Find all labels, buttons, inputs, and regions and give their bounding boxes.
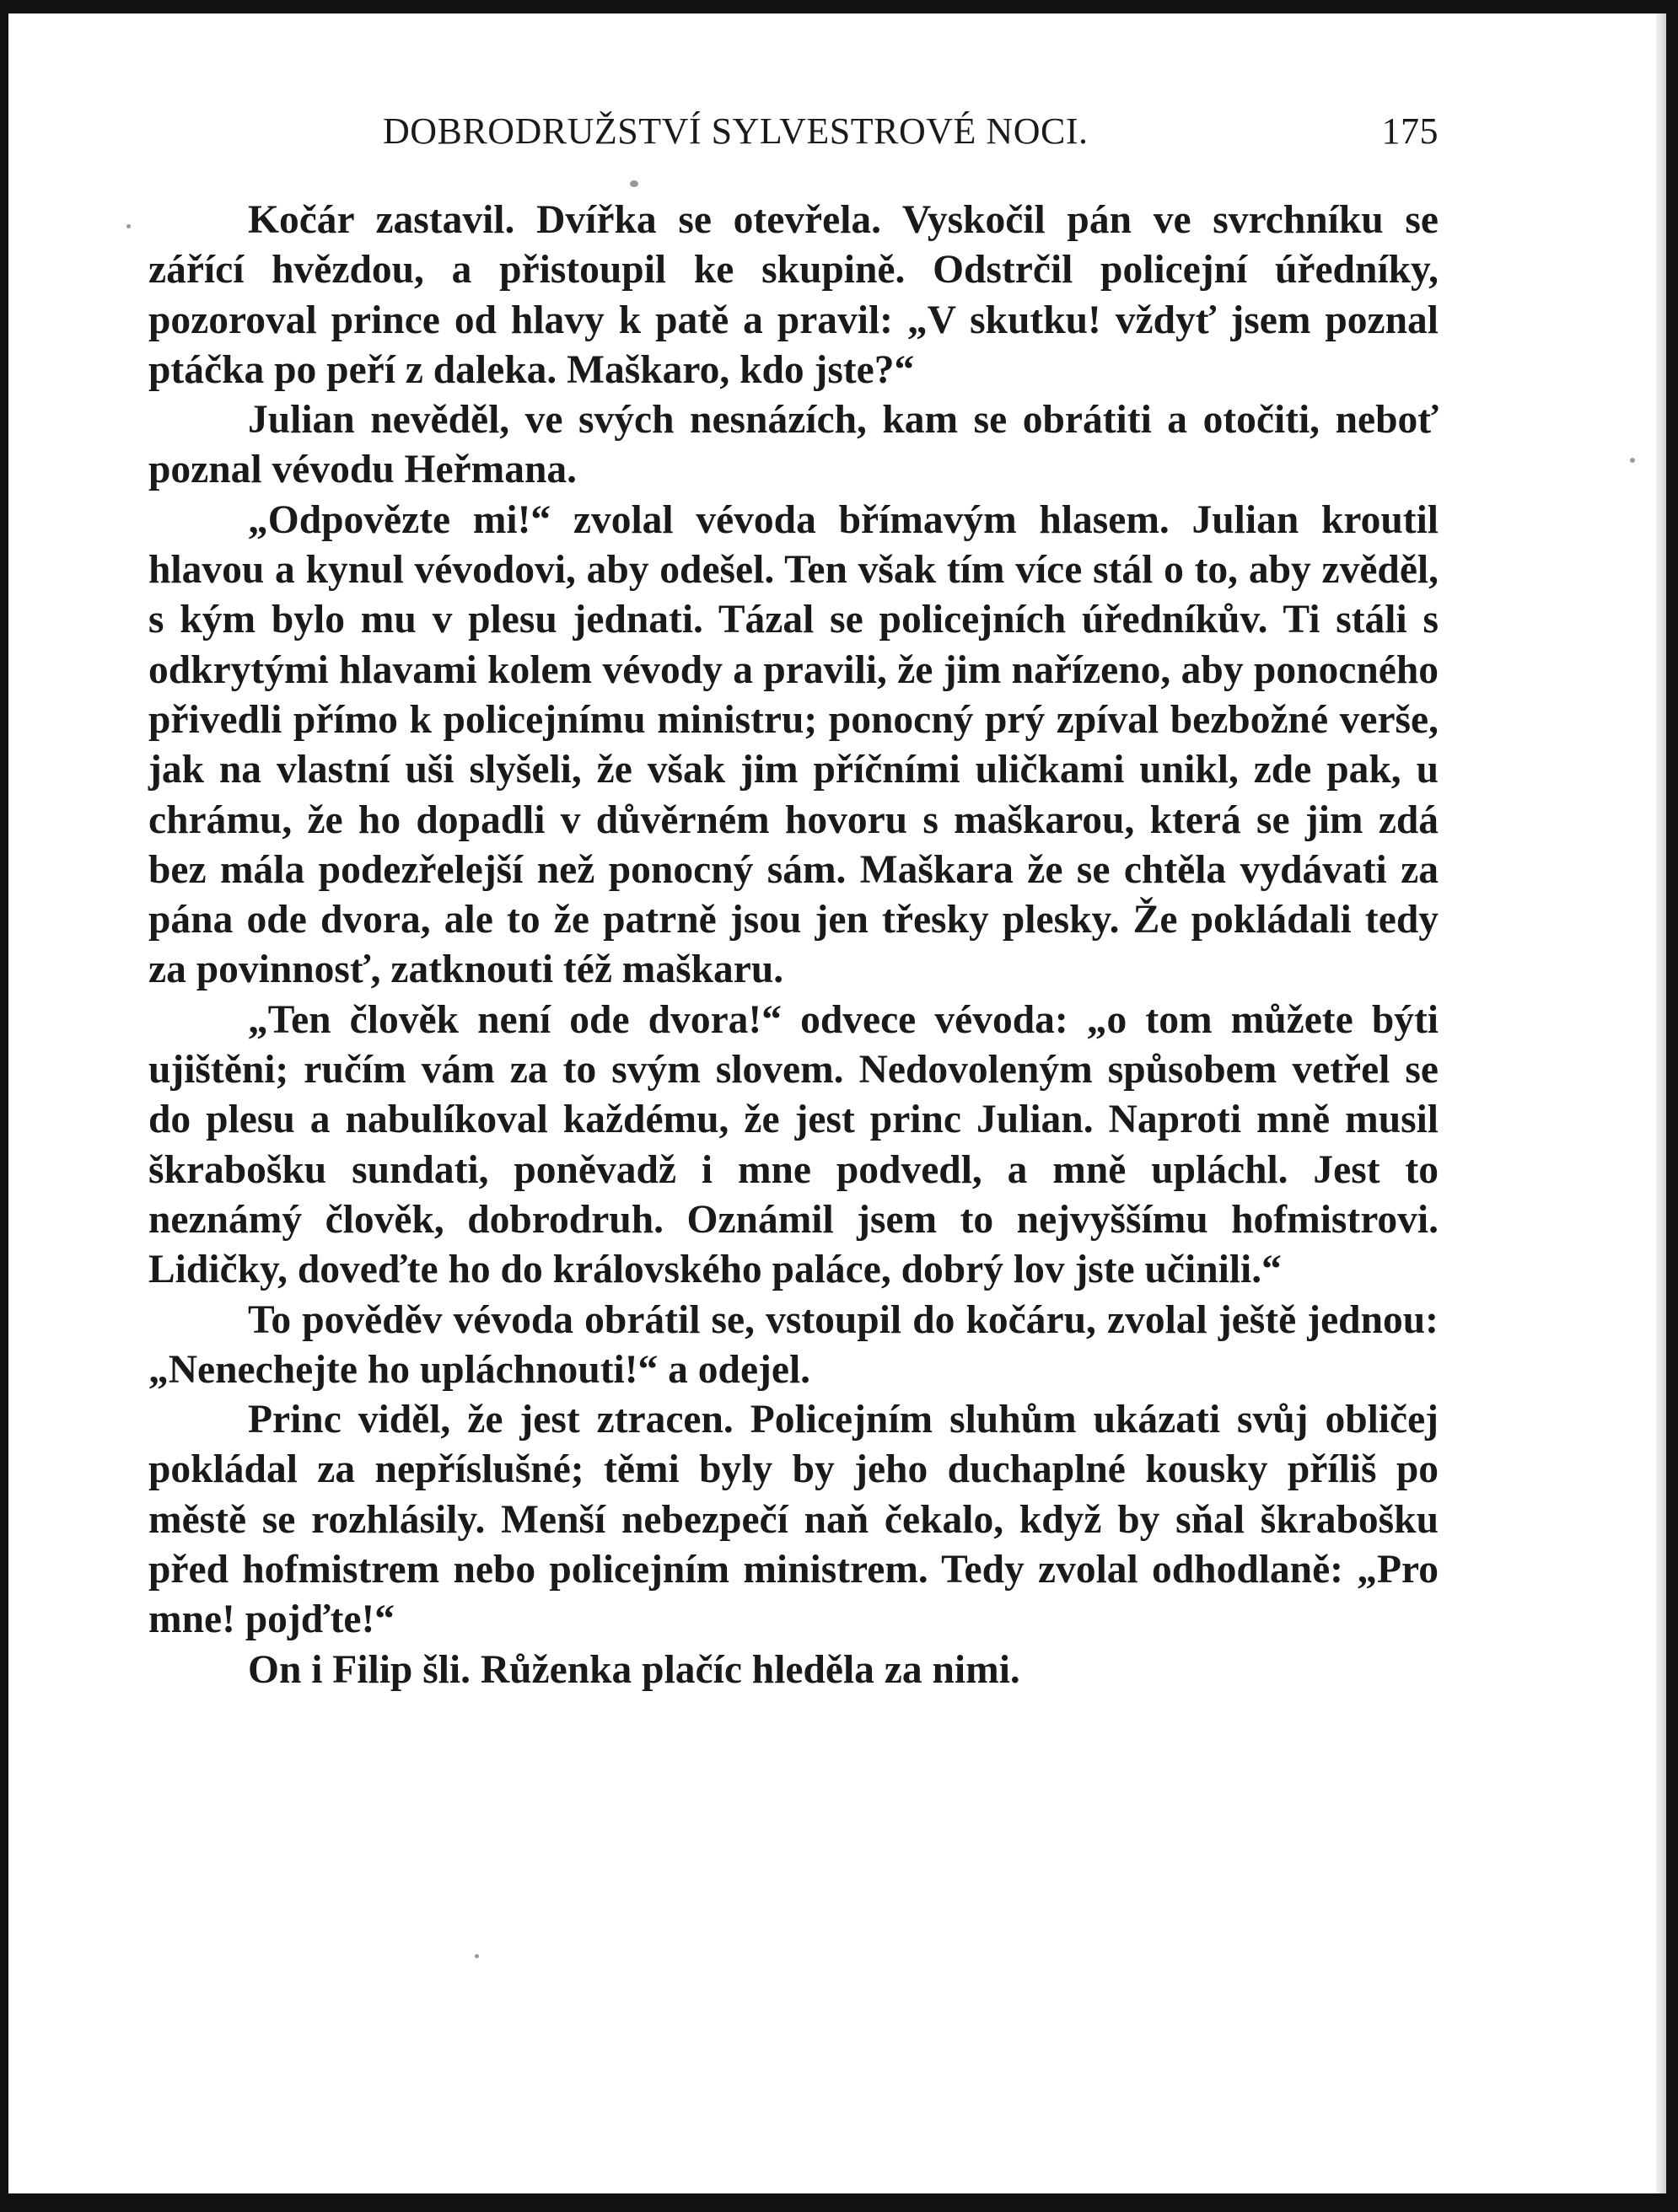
ink-speck <box>1630 458 1635 463</box>
ink-speck <box>126 224 131 228</box>
ink-speck <box>475 1954 479 1958</box>
paragraph: Princ viděl, že jest ztracen. Policejním sluhům ukázati svůj obličej pokládal za nepříslušné; těmi byly by jeho duchaplné kousky příliš po městě se rozhlásily. Menší nebezpečí naň čekalo, když by sňal škrabošku před hofmistrem nebo policejním ministrem. Tedy zvolal odhodlaně: „Pro mne! pojďte!“ <box>148 1398 1439 1642</box>
running-title: DOBRODRUŽSTVÍ SYLVESTROVÉ NOCI. <box>383 110 1089 152</box>
paragraph: „Odpovězte mi!“ zvolal vévoda břímavým hlasem. Julian kroutil hlavou a kynul vévodovi, aby odešel. Ten však tím více stál o to, aby zvěděl, s kým bylo mu v plesu jednati. Tázal se policejních úředníkův. Ti stáli s odkrytými hlavami kolem vévody a pravili, že jim nařízeno, aby ponocného přivedli přímo k policejnímu ministru; ponocný prý zpíval bezbožné verše, jak na vlastní uši slyšeli, že však jim příčními uličkami unikl, zde pak, u chrámu, že ho dopadli v důvěrném hovoru s maškarou, která se jim zdá bez mála podezřelejší než ponocný sám. Maškara že se chtěla vydávati za pána ode dvora, ale to že patrně jsou jen třesky plesky. Že pokládali tedy za povinnosť, zatknouti též maškaru. <box>148 497 1439 992</box>
body-text <box>148 196 1439 1695</box>
page-number: 175 <box>1381 110 1439 152</box>
paragraph: Julian nevěděl, ve svých nesnázích, kam se obrátiti a otočiti, neboť poznal vévodu Heřmana. <box>148 398 1439 492</box>
paragraph: To pověděv vévoda obrátil se, vstoupil do kočáru, zvolal ještě jednou: „Nenechejte ho upláchnouti!“ a odejel. <box>148 1297 1439 1392</box>
running-header <box>148 99 1439 167</box>
paragraph: On i Filip šli. Růženka plačíc hleděla za nimi. <box>248 1647 1020 1692</box>
book-page <box>148 99 1439 1695</box>
paragraph: Kočár zastavil. Dvířka se otevřela. Vyskočil pán ve svrchníku se zářící hvězdou, a přistoupil ke skupině. Odstrčil policejní úředníky, pozoroval prince od hlavy k patě a pravil: „V skutku! vždyť jsem poznal ptáčka po peří z daleka. Maškaro, kdo jste?“ <box>148 198 1439 392</box>
paragraph: „Ten člověk není ode dvora!“ odvece vévoda: „o tom můžete býti ujištěni; ručím vám za to svým slovem. Nedovoleným spůsobem vetřel se do plesu a nabulíkoval každému, že jest princ Julian. Naproti mně musil škrabošku sundati, poněvadž i mne podvedl, a mně upláchl. Jest to neznámý člověk, dobrodruh. Oznámil jsem to nejvyššímu hofmistrovi. Lidičky, doveďte ho do královského paláce, dobrý lov jste učinili.“ <box>148 997 1439 1292</box>
page-edge-shadow <box>1656 13 1666 2193</box>
